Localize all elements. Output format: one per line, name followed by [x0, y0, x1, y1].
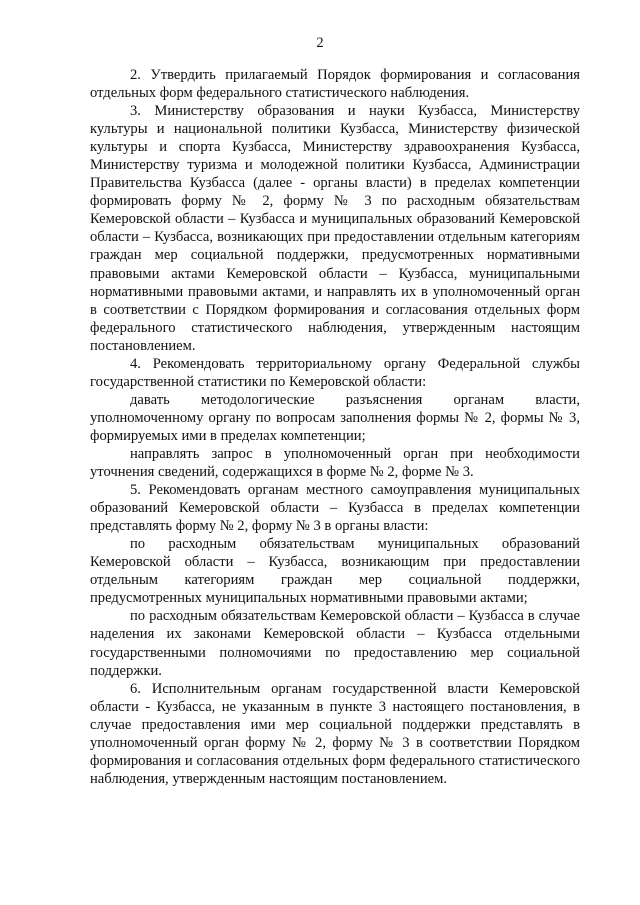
paragraph-item-4-request: направлять запрос в уполномоченный орган при необходимости уточнения сведений, содержащихся в форме № 2, форме № 3.	[90, 445, 580, 481]
paragraph-item-4-methodology: давать методологические разъяснения органам власти, уполномоченному органу по вопросам заполнения формы № 2, формы № 3, формируемых ими в пределах компетенции;	[90, 391, 580, 444]
paragraph-item-4: 4. Рекомендовать территориальному органу Федеральной службы государственной статистики по Кемеровской области:	[90, 355, 580, 390]
paragraph-item-6: 6. Исполнительным органам государственной власти Кемеровской области - Кузбасса, не указанным в пункте 3 настоящего постановления, в случае предоставления ими мер социальной поддержки представлять в уполномоченный орган форму № 2, форму № 3 в соответствии Порядком формирования и согласования отдельных форм федерального статистического наблюдения, утвержденным настоящим постановлением.	[90, 680, 580, 787]
paragraph-item-5: 5. Рекомендовать органам местного самоуправления муниципальных образований Кемеровской области – Кузбасса в пределах компетенции представлять форму № 2, форму № 3 в органы власти:	[90, 482, 580, 535]
paragraph-item-5-regional: по расходным обязательствам Кемеровской области – Кузбасса в случае наделения их законами Кемеровской области – Кузбасса отдельными государственными полномочиями по предоставлению мер социальной поддержки.	[90, 608, 580, 679]
paragraph-item-2: 2. Утвердить прилагаемый Порядок формирования и согласования отдельных форм федерального статистического наблюдения.	[90, 67, 580, 102]
paragraph-item-5-municipal: по расходным обязательствам муниципальных образований Кемеровской области – Кузбасса, возникающим при предоставлении отдельным категориям граждан мер социальной поддержки, предусмотренных муниципальных нормативными правовыми актами;	[90, 536, 580, 607]
document-body	[90, 66, 580, 788]
paragraph-item-3: 3. Министерству образования и науки Кузбасса, Министерству культуры и национальной политики Кузбасса, Министерству физической культуры и спорта Кузбасса, Министерству здравоохранения Кузбасса, Министерству туризма и молодежной политики Кузбасса, Администрации Правительства Кузбасса (далее - органы власти) в пределах компетенции формировать форму № 2, форму № 3 по расходным обязательствам Кемеровской области – Кузбасса и муниципальных образований Кемеровской области – Кузбасса, возникающих при предоставлении отдельным категориям граждан мер социальной поддержки, предусмотренных нормативными правовыми актами Кемеровской области – Кузбасса, муниципальными нормативными правовыми актами, и направлять их в уполномоченный орган в соответствии с Порядком формирования и согласования отдельных форм федерального статистического наблюдения, утвержденным настоящим постановлением.	[90, 103, 580, 354]
page-number: 2	[316, 35, 324, 51]
